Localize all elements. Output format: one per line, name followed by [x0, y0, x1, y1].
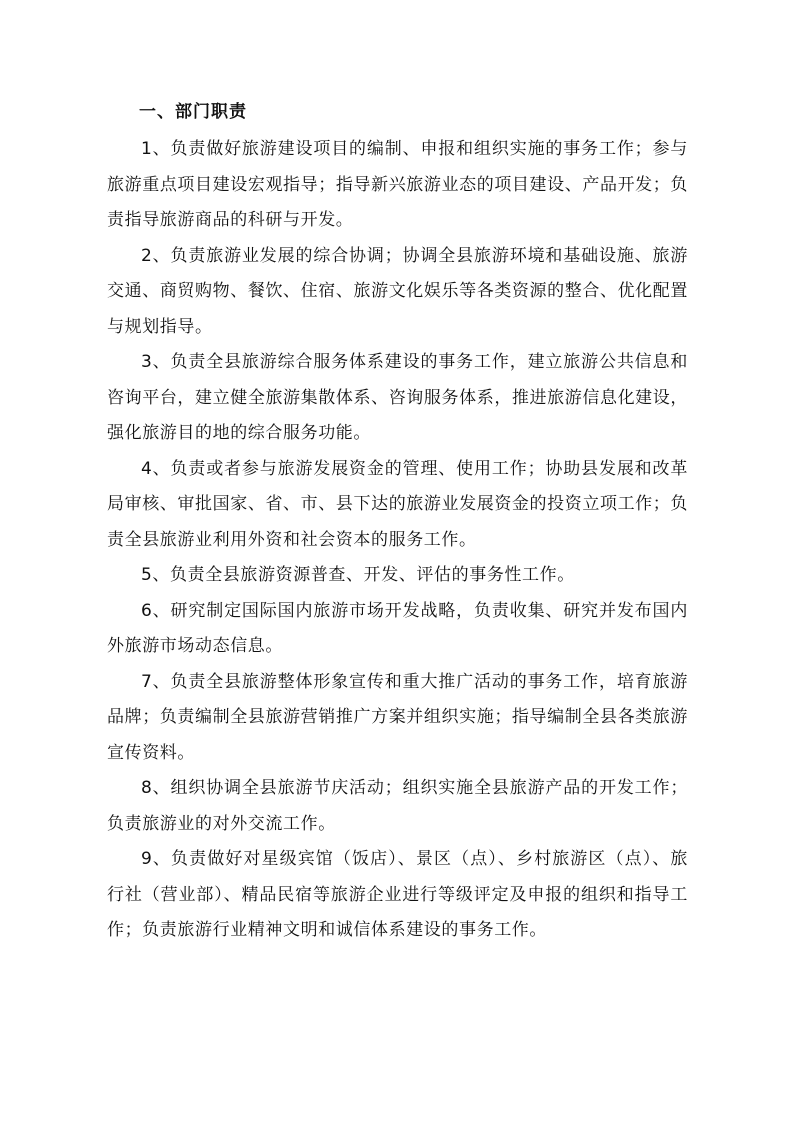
duty-paragraph-3: 3、负责全县旅游综合服务体系建设的事务工作，建立旅游公共信息和咨询平台，建立健全旅游集散体系、咨询服务体系，推进旅游信息化建设，强化旅游目的地的综合服务功能。: [107, 352, 688, 443]
duty-paragraph-7: 7、负责全县旅游整体形象宣传和重大推广活动的事务工作，培育旅游品牌；负责编制全县旅游营销推广方案并组织实施；指导编制全县各类旅游宣传资料。: [107, 671, 688, 763]
duty-paragraph-2: 2、负责旅游业发展的综合协调；协调全县旅游环境和基础设施、旅游交通、商贸购物、餐饮、住宿、旅游文化娱乐等各类资源的整合、优化配置与规划指导。: [107, 245, 688, 337]
duty-paragraph-5: 5、负责全县旅游资源普查、开发、评估的事务性工作。: [141, 565, 575, 585]
duty-list: [107, 132, 688, 949]
section-heading: 一、部门职责: [139, 102, 247, 122]
duty-paragraph-4: 4、负责或者参与旅游发展资金的管理、使用工作；协助县发展和改革局审核、审批国家、省、市、县下达的旅游业发展资金的投资立项工作；负责全县旅游业利用外资和社会资本的服务工作。: [107, 458, 688, 550]
duty-paragraph-9: 9、负责做好对星级宾馆（饭店）、景区（点）、乡村旅游区（点）、旅行社（营业部）、精品民宿等旅游企业进行等级评定及申报的组织和指导工作；负责旅游行业精神文明和诚信体系建设的事务工作。: [107, 849, 688, 940]
duty-paragraph-1: 1、负责做好旅游建设项目的编制、申报和组织实施的事务工作；参与旅游重点项目建设宏观指导；指导新兴旅游业态的项目建设、产品开发；负责指导旅游商品的科研与开发。: [107, 139, 688, 230]
duty-paragraph-8: 8、组织协调全县旅游节庆活动；组织实施全县旅游产品的开发工作；负责旅游业的对外交流工作。: [107, 778, 688, 834]
duty-paragraph-6: 6、研究制定国际国内旅游市场开发战略，负责收集、研究并发布国内外旅游市场动态信息。: [107, 600, 688, 656]
